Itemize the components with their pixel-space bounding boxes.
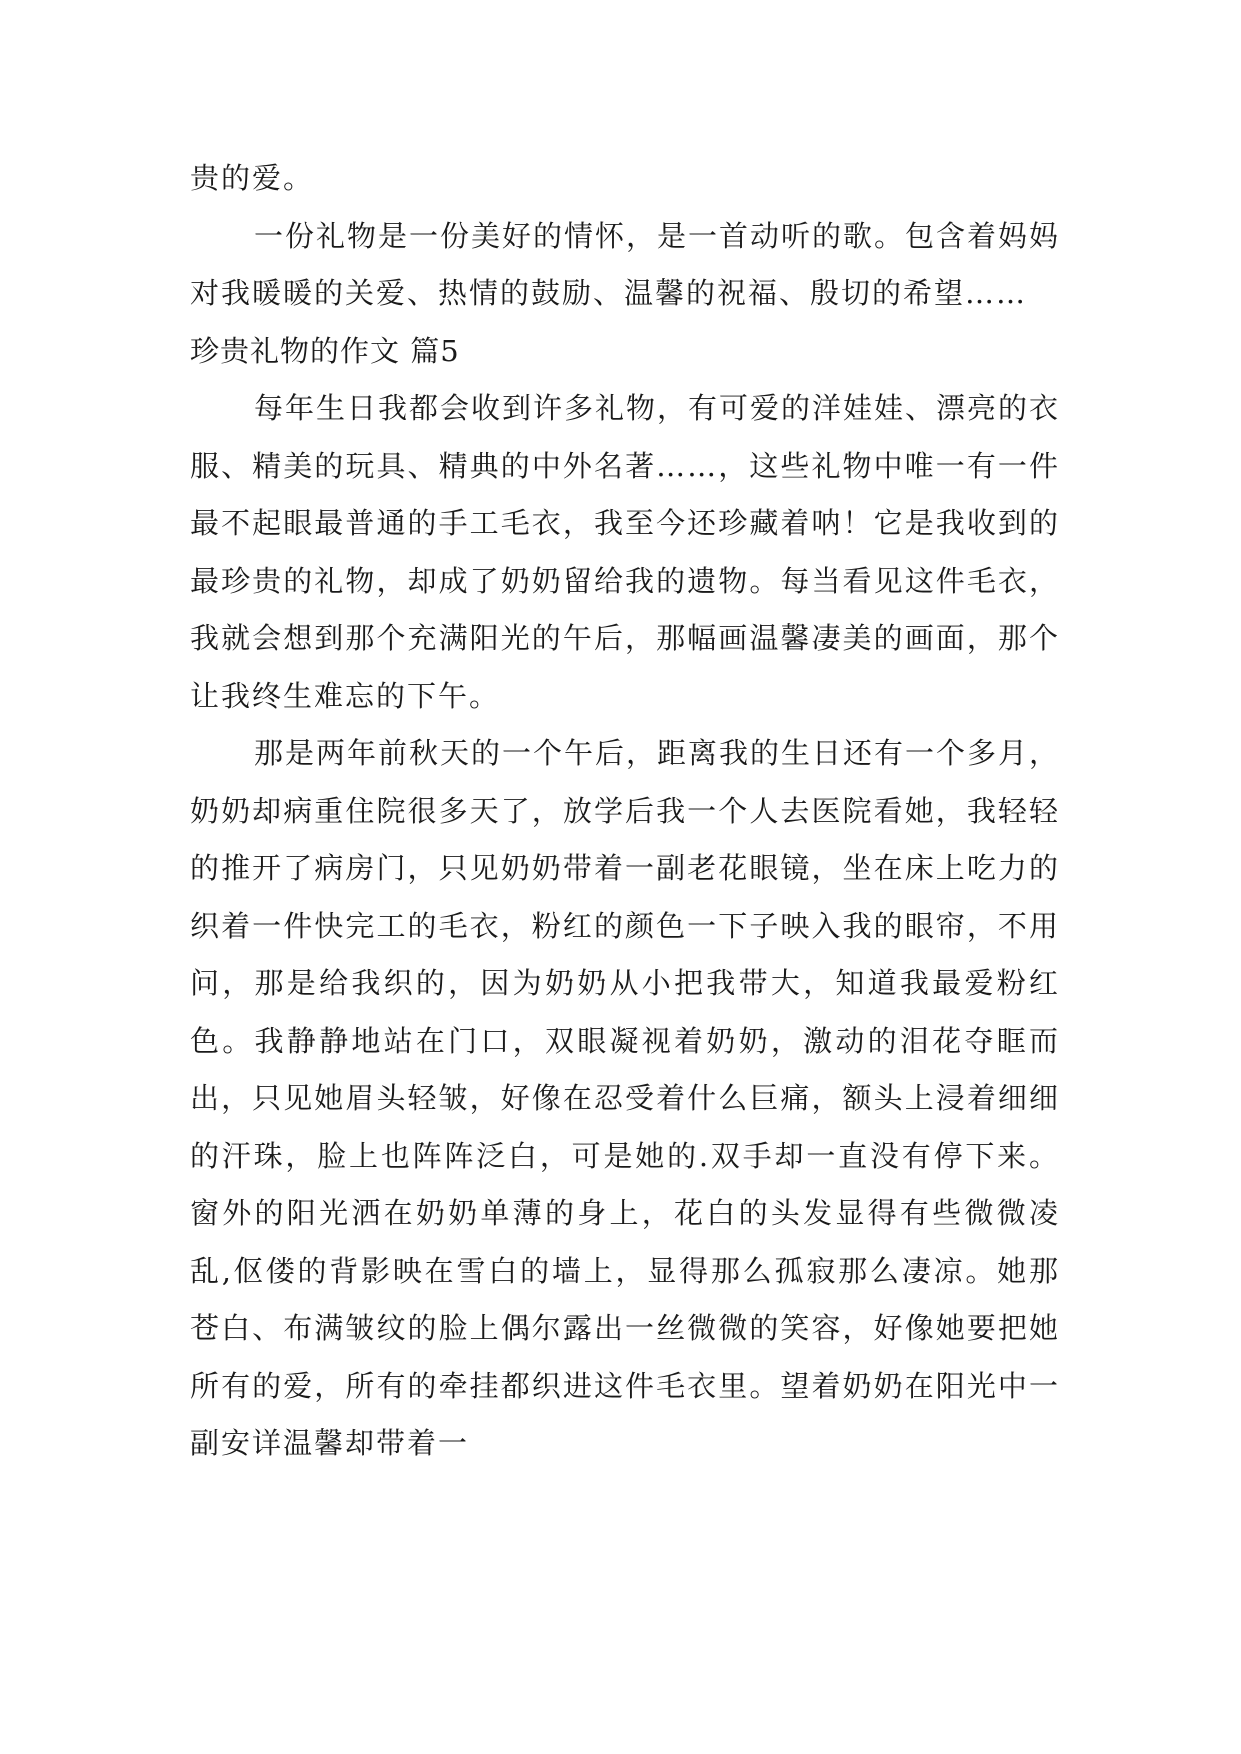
document-body bbox=[190, 150, 1060, 1473]
paragraph-birthday-gifts: 每年生日我都会收到许多礼物，有可爱的洋娃娃、漂亮的衣服、精美的玩具、精典的中外名著……，这些礼物中唯一有一件最不起眼最普通的手工毛衣，我至今还珍藏着呐！它是我收到的最珍贵的礼物，却成了奶奶留给我的遗物。每当看见这件毛衣，我就会想到那个充满阳光的午后，那幅画温馨凄美的画面，那个让我终生难忘的下午。 bbox=[190, 391, 1061, 713]
paragraph-grandmother-memory: 那是两年前秋天的一个午后，距离我的生日还有一个多月，奶奶却病重住院很多天了，放学后我一个人去医院看她，我轻轻的推开了病房门，只见奶奶带着一副老花眼镜，坐在床上吃力的织着一件快完工的毛衣，粉红的颜色一下子映入我的眼帘，不用问，那是给我织的，因为奶奶从小把我带大，知道我最爱粉红色。我静静地站在门口，双眼凝视着奶奶，激动的泪花夺眶而出，只见她眉头轻皱，好像在忍受着什么巨痛，额头上浸着细细的汗珠，脸上也阵阵泛白，可是她的.双手却一直没有停下来。窗外的阳光洒在奶奶单薄的身上，花白的头发显得有些微微凌乱,伛偻的背影映在雪白的墙上，显得那么孤寂那么凄凉。她那苍白、布满皱纹的脸上偶尔露出一丝微微的笑容，好像她要把她所有的爱，所有的牵挂都织进这件毛衣里。望着奶奶在阳光中一副安详温馨却带着一 bbox=[190, 736, 1061, 1460]
paragraph-gift-meaning: 一份礼物是一份美好的情怀，是一首动听的歌。包含着妈妈对我暖暖的关爱、热情的鼓励、温馨的祝福、殷切的希望…… bbox=[190, 218, 1061, 310]
section-heading: 珍贵礼物的作文 篇5 bbox=[190, 333, 460, 368]
paragraph-continuation: 贵的爱。 bbox=[190, 161, 315, 195]
